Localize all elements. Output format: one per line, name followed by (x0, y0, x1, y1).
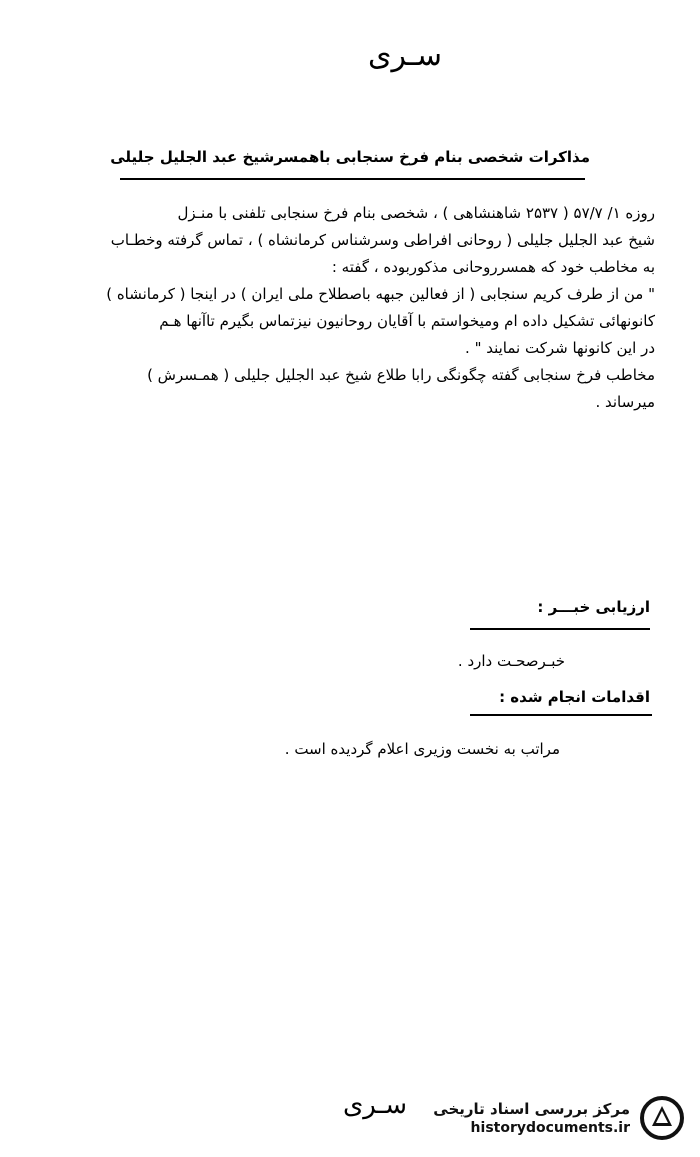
logo-text-block (433, 1100, 630, 1136)
logo-text: مركز بررسى اسناد تاريخى (433, 1100, 630, 1118)
logo-url: historydocuments.ir (470, 1120, 630, 1136)
document-body (40, 200, 655, 416)
title-underline (120, 178, 585, 180)
classification-mark-bottom: سـرى (342, 1090, 408, 1120)
classification-mark-top: سـرى (368, 38, 442, 73)
document-title: مذاكرات شخصى بنام فرخ سنجابى باهمسرشيخ عبد الجليل جليلى (110, 148, 590, 166)
body-line: در اين كانونها شركت نمايند " . (465, 339, 655, 357)
body-line: روزه ۱/ ۵۷/۷ ( ۲۵۳۷ شاهنشاهى ) ، شخصى بنام فرخ سنجابى تلفنى با منـزل (177, 204, 655, 222)
evaluation-label: ارزيابى خبـــر : (537, 598, 650, 616)
actions-value: مراتب به نخست وزيرى اعلام گرديده است . (284, 740, 560, 758)
actions-underline (470, 714, 652, 716)
evaluation-underline (470, 628, 650, 630)
body-line: مخاطب فرخ سنجابى گفته چگونگى رابا طلاع شيخ عبد الجليل جليلى ( همـسرش ) (147, 366, 655, 384)
body-line: شيخ عبد الجليل جليلى ( روحانى افراطى وسرشناس كرمانشاه ) ، تماس گرفته وخطـاب (110, 231, 655, 249)
actions-label: اقدامات انجام شده : (499, 688, 650, 706)
body-line: كانونهائى تشكيل داده ام وميخواستم با آقايان روحانيون نيزتماس بگيرم تاآنها هـم (159, 312, 655, 330)
archive-logo-icon (640, 1096, 684, 1140)
archive-watermark-logo[interactable] (430, 1090, 690, 1150)
body-line: به مخاطب خود كه همسرروحانى مذكوربوده ، گفته : (331, 258, 655, 276)
body-line: " من از طرف كريم سنجابى ( از فعالين جبهه باصطلاح ملى ايران ) در اينجا ( كرمانشاه ) (106, 285, 655, 303)
evaluation-value: خبـرصحـت دارد . (457, 652, 565, 670)
body-line: ميرساند . (595, 393, 655, 411)
